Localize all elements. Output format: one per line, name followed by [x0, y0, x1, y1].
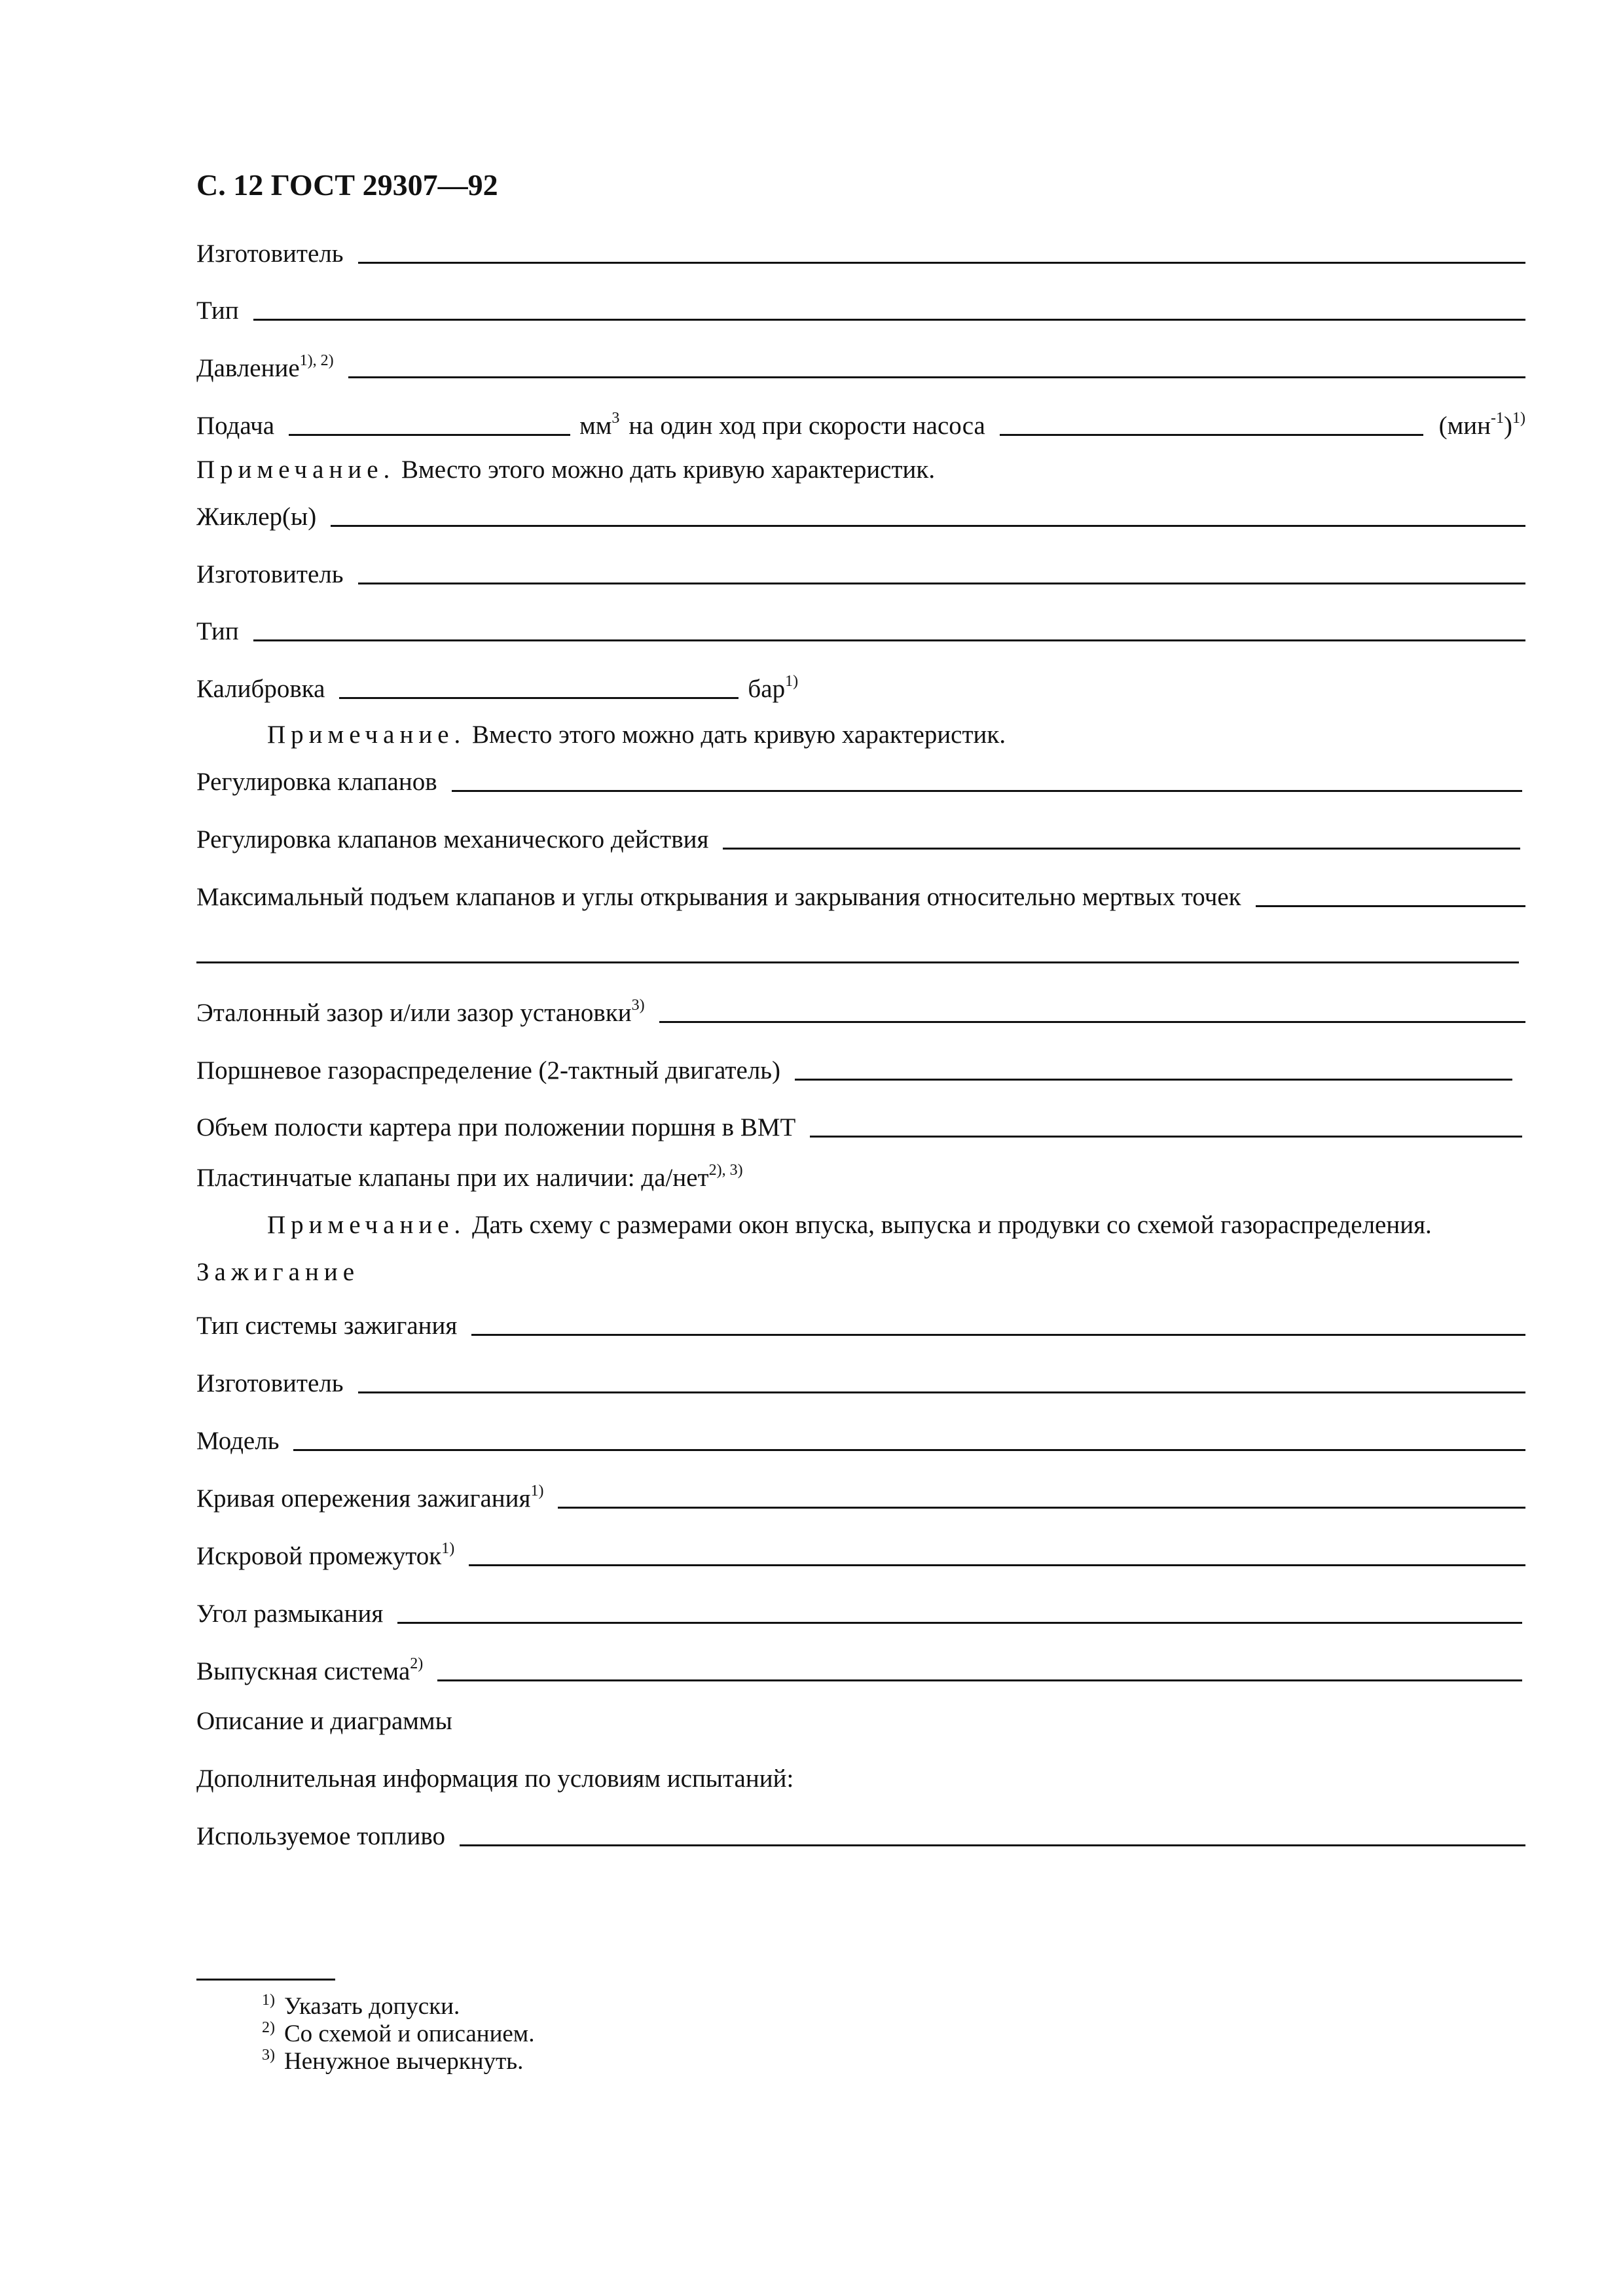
valve-lift-continuation-line[interactable]	[196, 961, 1519, 963]
advance-curve-field	[196, 1480, 1525, 1515]
valve-adjustment-label: Регулировка клапанов	[196, 768, 437, 796]
footnote-1: $^{1)}$ Указать допуски.	[262, 1992, 460, 2020]
valve-adjustment-field	[196, 764, 1522, 798]
manufacturer-input-line[interactable]	[358, 1391, 1526, 1393]
ignition-heading: Зажигание	[196, 1258, 360, 1286]
feed-text: на один ход при скорости насоса	[629, 412, 985, 440]
ignition-type-input-line[interactable]	[471, 1334, 1525, 1336]
model-label: Модель	[196, 1427, 280, 1455]
footnote-2: $^{2)}$ Со схемой и описанием.	[262, 2019, 535, 2047]
valve-lift-label: Максимальный подъем клапанов и углы открывания и закрывания относительно мертвых точек	[196, 883, 1241, 911]
model-field	[196, 1423, 1525, 1457]
exhaust-system-input-line[interactable]	[437, 1679, 1522, 1681]
footnote-separator	[196, 1979, 335, 1981]
type-field-1	[196, 293, 1525, 327]
type-input-line[interactable]	[253, 639, 1525, 641]
footnote-3: $^{3)}$ Ненужное вычеркнуть.	[262, 2047, 524, 2075]
reference-gap-field	[196, 995, 1525, 1029]
valve-adjustment-input-line[interactable]	[452, 790, 1522, 792]
jets-input-line[interactable]	[331, 525, 1525, 527]
exhaust-system-label: Выпускная система$^{2)}$	[196, 1655, 424, 1685]
dwell-angle-field	[196, 1596, 1522, 1630]
crankcase-volume-label: Объем полости картера при положении поршня в ВМТ	[196, 1113, 796, 1141]
exhaust-system-field	[196, 1653, 1522, 1687]
manufacturer-field-2	[196, 556, 1525, 590]
calibration-unit: бар$^{1)}$	[748, 673, 799, 703]
pump-speed-input-line[interactable]	[1000, 434, 1423, 436]
manufacturer-field-1	[196, 236, 1525, 270]
ignition-type-label: Тип системы зажигания	[196, 1312, 458, 1340]
fuel-field	[196, 1818, 1525, 1852]
calibration-label: Калибровка	[196, 675, 325, 703]
note-1: Примечание. Вместо этого можно дать кривую характеристик.	[196, 456, 936, 484]
manufacturer-label: Изготовитель	[196, 240, 344, 268]
reference-gap-label: Эталонный зазор и/или зазор установки$^{3)}$	[196, 997, 645, 1027]
piston-distribution-input-line[interactable]	[795, 1079, 1512, 1081]
pressure-field	[196, 350, 1525, 384]
type-input-line[interactable]	[253, 319, 1525, 321]
piston-distribution-field	[196, 1052, 1512, 1086]
fuel-input-line[interactable]	[460, 1844, 1525, 1846]
manufacturer-label: Изготовитель	[196, 1369, 344, 1397]
feed-field	[196, 408, 1525, 442]
advance-curve-label: Кривая опережения зажигания$^{1)}$	[196, 1482, 544, 1513]
reference-gap-input-line[interactable]	[659, 1021, 1525, 1023]
calibration-input-line[interactable]	[339, 697, 739, 699]
crankcase-volume-input-line[interactable]	[810, 1136, 1522, 1138]
spark-gap-label: Искровой промежуток$^{1)}$	[196, 1540, 455, 1570]
spark-gap-input-line[interactable]	[469, 1564, 1525, 1566]
spark-gap-field	[196, 1538, 1525, 1572]
dwell-angle-label: Угол размыкания	[196, 1600, 384, 1628]
manufacturer-input-line[interactable]	[358, 583, 1526, 584]
valve-adjustment-mech-label: Регулировка клапанов механического действия	[196, 825, 709, 853]
valve-lift-field	[196, 879, 1525, 913]
advance-curve-input-line[interactable]	[558, 1507, 1525, 1509]
valve-adjustment-mech-input-line[interactable]	[723, 848, 1520, 850]
note-3: Примечание. Дать схему с размерами окон впуска, выпуска и продувки со схемой газораспределения.	[267, 1211, 1432, 1239]
model-input-line[interactable]	[293, 1449, 1525, 1451]
manufacturer-label: Изготовитель	[196, 560, 344, 588]
reed-valves-label: Пластинчатые клапаны при их наличии: да/нет	[196, 1164, 709, 1192]
pressure-label: Давление$^{1), 2)}$	[196, 352, 334, 382]
page-title: С. 12 ГОСТ 29307—92	[196, 168, 498, 202]
type-field-2	[196, 613, 1525, 647]
dwell-angle-input-line[interactable]	[397, 1622, 1522, 1624]
type-label: Тип	[196, 296, 239, 325]
description-heading: Описание и диаграммы	[196, 1707, 452, 1735]
manufacturer-field-3	[196, 1365, 1525, 1399]
jets-field	[196, 499, 1525, 533]
note-2: Примечание. Вместо этого можно дать кривую характеристик.	[267, 721, 1006, 749]
feed-label: Подача	[196, 412, 275, 440]
calibration-field	[196, 671, 798, 705]
type-label: Тип	[196, 617, 239, 645]
additional-info-heading: Дополнительная информация по условиям испытаний:	[196, 1765, 794, 1793]
jets-label: Жиклер(ы)	[196, 503, 317, 531]
piston-distribution-label: Поршневое газораспределение (2-тактный двигатель)	[196, 1056, 781, 1085]
crankcase-volume-field	[196, 1109, 1522, 1143]
reed-valves-field: Пластинчатые клапаны при их наличии: да/нет$^{2), 3)}$	[196, 1162, 743, 1192]
ignition-type-field	[196, 1308, 1525, 1342]
feed-unit: $мм^3$	[579, 410, 620, 440]
pressure-input-line[interactable]	[348, 376, 1525, 378]
rpm-unit: $(мин^{-1})^{1)}$	[1438, 410, 1525, 440]
fuel-label: Используемое топливо	[196, 1822, 446, 1850]
valve-lift-input-line[interactable]	[1256, 905, 1525, 907]
valve-adjustment-mech-field	[196, 821, 1520, 855]
manufacturer-input-line[interactable]	[358, 262, 1526, 264]
feed-input-line[interactable]	[289, 434, 570, 436]
